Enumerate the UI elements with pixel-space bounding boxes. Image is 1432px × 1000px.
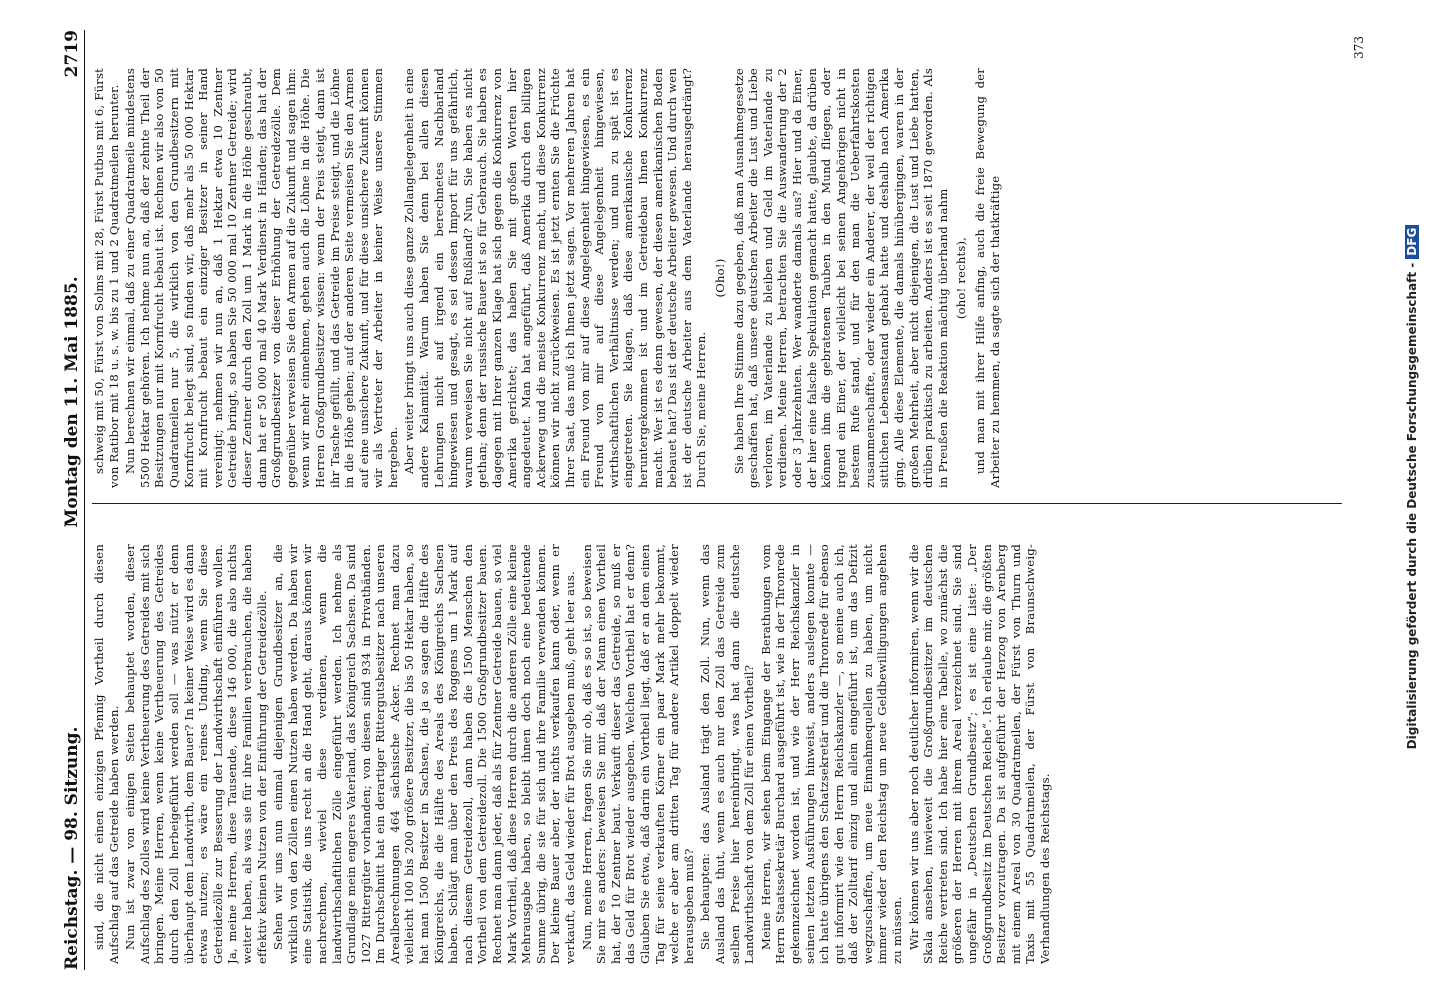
dfg-logo: DFG (1405, 225, 1419, 259)
paragraph: Wir können wir uns aber noch deutlicher informiren, wenn wir die Skala ansehen, inwieweit die Großgrundbesitzer im deutschen Reiche vertreten sind. Ich habe hier eine Tabelle, wo zunächst die größeren der Herren mit ihrem Areal verzeichnet sind. Sie sind ungefähr in „Deutschen Grundbesitz“; es ist eine Liste: „Der Großgrundbesitz im Deutschen Reiche“. Ich erlaube mir, die größten Besitzer vorzutragen. Da ist aufgeführt der Herzog von Arenberg mit einem Areal von 30 Quadratmeilen, der Fürst von Thurn und Taxis mit 55 Quadratmeilen, der Fürst von Braunschweig-Verhandlungen des Reichstags. (906, 544, 1052, 964)
paragraph: Nun, meine Herren, fragen Sie mir ob, daß es so ist, so beweisen Sie mir es anders: beweisen Sie mir, daß der Mann einen Vortheil hat, der 10 Zentner baut. Verkauft dieser das Getreide, so muß er das Geld für Brot wieder ausgeben. Welchen Vortheil hat er denn? Glauben Sie etwa, daß darin ein Vortheil liegt, daß er an dem einen Tag für seine verkauften Körner ein paar Mark mehr bekommt, welche er aber am dritten Tag für andere Artikel doppelt wieder herausgeben muß? (579, 544, 696, 964)
paragraph: Aber weiter bringt uns auch diese ganze Zollangelegenheit in eine andere Kalamität. Warum haben Sie denn bei allen diesen Lehrungen nicht auf irgend ein berechnetes Nachbarland hingewiesen und gesagt, es sei dessen Import für uns gefährlich, warum verweisen Sie nicht auf Rußland? Nun, Sie haben es nicht gethan; denn der russische Bauer ist so für Gebrauch. Sie haben es dagegen mit Ihrer ganzen Klage hat sich gegen die Konkurrenz von Amerika gerichtet; das haben Sie mit großen Worten hier angedeutet. Man hat angeführt, daß Amerika durch den billigen Ackerweg und die meiste Konkurrenz macht, und diese Konkurrenz können wir nicht zurückweisen. Es ist jetzt ernten Sie die Früchte Ihrer Saat, das muß ich Ihnen jetzt sagen. Vor mehreren Jahren hat ein Freund von mir auf diese Angelegenheit hingewiesen, es ein Freund von mir auf diese Angelegenheit hingewiesen, wirthschaftlichen Verhältnisse werden; und nun zu spät ist es eingetreten. Sie klagen, daß diese amerikanische Konkurrenz heruntergekommen ist und im Getreidebau Ihnen Konkurrenz macht. Wer ist es denn gewesen, der diesen amerikanischen Boden bebauet hat? Das ist der deutsche Arbeiter gewesen. Und durch wen ist der deutsche Arbeiter aus dem Vaterlande herausgedrängt? Durch Sie, meine Herren. (402, 68, 709, 488)
interjection: (Oho!) (712, 258, 727, 298)
paragraph: und man mit ihrer Hilfe anfing, auch die freie Bewegung der Arbeiter zu hemmen, da sagte sich der thatkräftige (973, 68, 1002, 488)
column-divider (92, 503, 1342, 504)
paragraph: Sie haben Ihre Stimme dazu gegeben, daß man Ausnahmegesetze geschaffen hat, daß unsere deutschen Arbeiter die Lust und Liebe verloren, im Vaterlande zu bleiben und Geld im Vaterlande zu verdienen. Meine Herren, betrachten Sie die Auswanderung der 2 oder 3 Jahrzehnten. Wer wanderte damals aus? Hier und da Einer, der hier eine falsche Spekulation gemacht hatte, glaubte, da drüben können ihm die gebratenen Tauben in den Mund fliegen, oder irgend ein Einer, der vielleicht bei seinen Angehörigen nicht in bestem Rufe stand, und für den man die Ueberfahrtskosten zusammenschaffte, oder wieder ein Anderer, der weil der richtigen sittlichen Lebensanstand gehabt hatte und deshalb nach Amerika ging. Alle diese Elemente, die damals hinübergingen, waren in der großen Mehrheit, aber nicht diejenigen, die Lust und Liebe hatten, drüben praktisch zu arbeiten. Anders ist es seit 1870 geworden. Als in Preußen die Reaktion mächtig überhand nahm (731, 68, 950, 488)
interjection: (oho! rechts), (954, 236, 969, 320)
left-column (92, 544, 1352, 964)
credit-text: Digitalisierung gefördert durch die Deutsche Forschungsgemeinschaft - (1405, 262, 1419, 750)
paragraph: sind, die nicht einen einzigen Pfennig Vortheil durch diesen Aufschlag auf das Getreide haben werden. (92, 544, 121, 964)
footer-page-number: 373 (1352, 36, 1366, 59)
digitization-credit (1392, 0, 1432, 1000)
right-column (92, 68, 1352, 488)
paragraph: Meine Herren, wir sehen beim Eingange der Berathungen vom Herrn Staatssekretär Burchard ausgeführt ist, wie in der Thronrede gekennzeichnet worden ist, und wie der Herr Reichskanzler in seinen letzten Ausführungen hinweist, anders auslegen konnte — ich hatte übrigens den Schatzsekretär und die Thronrede für ebenso gut informirt wie den Herrn Reichskanzler —, so meine auch ich, daß der Zolltarif einzig und allein eingeführt ist, um das Defizit wegzuschaffen, um neue Einnahmequellen zu haben, um nicht immer wieder den Reichstag um neue Geldbewilligungen angehen zu müssen. (758, 544, 905, 964)
header-left: Reichstag. — 98. Sitzung. (62, 726, 82, 970)
paragraph: Nun ist zwar von einigen Seiten behauptet worden, dieser Aufschlag des Zolles wird keine Vertheuerung des Getreides mit sich bringen. Meine Herren, wenn keine Vertheuerung des Getreides durch den Zoll herbeigeführt werden soll — was nützt er denn überhaupt dem Landwirth, dem Bauer? In keiner Weise wird es dann etwas nutzen; es wäre ein reines Unding, wenn Sie diese Getreidezölle zur Besserung der Landwirthschaft einführen wollen. Ja, meine Herren, diese Tausende, diese 146 000, die also nichts weiter haben, als was sie für ihre Familien verbrauchen, die haben effektiv keinen Nutzen von der Einführung der Getreidezölle. (123, 544, 269, 964)
header-center: Montag den 11. Mai 1885. (62, 276, 82, 528)
header-rule (84, 30, 85, 970)
paragraph: Sehen wir uns nun einmal diejenigen Grundbesitzer an, die wirklich von den Zöllen einen Nutzen haben werden. Da haben wir eine Statistik, die uns recht an die Hand geht, daraus können wir nachrechnen, wieviel diese verdienen, wenn die landwirthschaftlichen Zölle eingeführt werden. Ich nehme als Grundlage mein engeres Vaterland, das Königreich Sachsen. Da sind 1027 Rittergüter vorhanden; von diesen sind 934 in Privathänden. Im Durchschnitt hat ein derartiger Rittergutsbesitzer nach unseren Arealberechnungen 464 sächsische Acker. Rechnet man dazu vielleicht 100 bis 200 größere Besitzer, die bis 50 Hektar haben, so hat man 1500 Besitzer in Sachsen, die ja so sagen die Hälfte des Königreichs, die die Hälfte des Areals des Königreichs Sachsen haben. Schlägt man über den Preis des Roggens um 1 Mark auf nach diesem Getreidezoll, dann haben die 1500 Menschen den Vortheil von dem Getreidezoll. Die 1500 Großgrundbesitzer bauen. Rechnet man dann jeder, daß als für Zentner Getreide bauen, so viel Mark Vortheil, daß diese Herren durch die anderen Zölle eine kleine Mehrausgabe haben, so bleibt ihnen doch noch eine bedeutende Summe übrig, die sie für sich und ihre Familie verwenden können. Der kleine Bauer aber, der nichts verkaufen kann oder, wenn er verkauft, das Geld wieder für Brot ausgeben muß, geht leer aus. (271, 544, 577, 964)
paragraph: Nun berechnen wir einmal, daß zu einer Quadratmeile mindestens 5500 Hektar gehören. Ich nehme nun an, daß der zehnte Theil der Besitzungen nur mit Kornfrucht bebaut ist. Rechnen wir also von 50 Quadratmeilen nur 5, die wirklich von den Grundbesitzern mit Kornfrucht belegt sind, so finden wir, daß mehr als 50 000 Hektar mit Kornfrucht bebaut ein einziger Besitzer in seiner Hand vereinigt; nehmen wir nun an, daß 1 Hektar etwa 10 Zentner Getreide bringt, so haben Sie 50 000 mal 10 Zentner Getreide; wird dieser Zentner durch den Zoll um 1 Mark in die Höhe geschraubt, dann hat er 50 000 mal 40 Mark Verdienst in Händen; das hat der Großgrundbesitzer von dieser Erhöhung der Getreidezölle. Dem gegenüber verweisen Sie den Armen auf die Zukunft und sagen ihm: wenn wir mehr einnehmen, gehen auch die Löhne in die Höhe. Die Herren Großgrundbesitzer wissen: wenn der Preis steigt, dann ist ihr Tasche gefüllt, und das Getreide im Preise steigt, und die Löhne in die Höhe gehen; auf der anderen Seite vermeisen Sie den Armen auf eine unsichere Zukunft, und für diese unsichere Zukunft können wir als Vertreter der Arbeiter in keiner Weise unsere Stimmen hergeben. (123, 68, 400, 488)
running-header (54, 30, 82, 970)
header-page-number: 2719 (62, 30, 82, 78)
paragraph: schweig mit 50, Fürst von Solms mit 28, Fürst Putbus mit 6, Fürst von Ratibor mit 18 u. s. w. bis zu 1 und 2 Quadratmeilen herunter. (92, 68, 121, 488)
paragraph: Sie behaupten: das Ausland trägt den Zoll. Nun, wenn das Ausland das thut, wenn es auch nur den Zoll das Getreide zum selben Preise hier hereinbringt, was hat dann die deutsche Landwirthschaft von dem Zoll für einen Vortheil? (698, 544, 757, 964)
rotated-document-page (40, 0, 1380, 1000)
